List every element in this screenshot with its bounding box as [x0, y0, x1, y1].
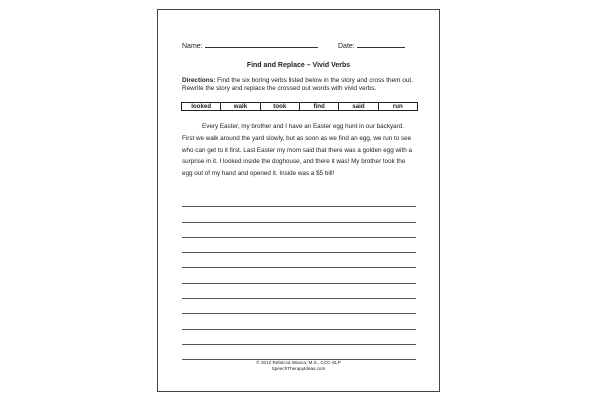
header-row	[182, 40, 415, 52]
writing-line[interactable]	[182, 314, 416, 329]
verb-word-table	[181, 102, 418, 111]
worksheet-page	[157, 9, 440, 392]
directions-label: Directions:	[182, 77, 216, 84]
date-blank-line[interactable]	[357, 40, 405, 48]
word-cell: find	[300, 103, 339, 110]
word-cell: run	[392, 103, 403, 110]
writing-line[interactable]	[182, 330, 416, 345]
directions-text: Find the six boring verbs listed below in the story and cross them out. Rewrite the story and replace the crossed out words with vivid verbs.	[182, 77, 413, 93]
writing-lines	[182, 192, 416, 360]
date-label: Date:	[338, 43, 355, 50]
writing-line[interactable]	[182, 345, 416, 360]
date-field	[338, 40, 405, 50]
name-blank-line[interactable]	[205, 40, 318, 48]
writing-line[interactable]	[182, 284, 416, 299]
writing-line[interactable]	[182, 299, 416, 314]
word-cell: took	[261, 103, 300, 110]
writing-line[interactable]	[182, 207, 416, 222]
worksheet-title: Find and Replace – Vivid Verbs	[246, 62, 351, 69]
directions	[182, 77, 415, 93]
name-field	[182, 40, 318, 50]
writing-line[interactable]	[182, 238, 416, 253]
word-cell: said	[339, 103, 378, 110]
writing-line[interactable]	[182, 223, 416, 238]
website-text: SpeechTherapyIdeas.com	[271, 366, 326, 371]
copyright-text: © 2012 Rebecca Wanca, M.S., CCC-SLP	[256, 360, 341, 365]
writing-line[interactable]	[182, 253, 416, 268]
writing-line[interactable]	[182, 268, 416, 283]
word-cell: walk	[221, 103, 260, 110]
story-paragraph: Every Easter, my brother and I have an Easter egg hunt in our backyard. First we walk around the yard slowly, but as soon as we find an egg, we run to see who can get to it first. Last Easter my mom said that there was a golden egg with a surprise in it. I looked inside the doghouse, and there it was! My brother took the egg out of my hand and opened it. Inside was a $5 bill!	[182, 123, 412, 178]
name-label: Name:	[182, 43, 203, 50]
word-cell: looked	[182, 103, 221, 110]
writing-line[interactable]	[182, 192, 416, 207]
footer	[158, 360, 439, 372]
